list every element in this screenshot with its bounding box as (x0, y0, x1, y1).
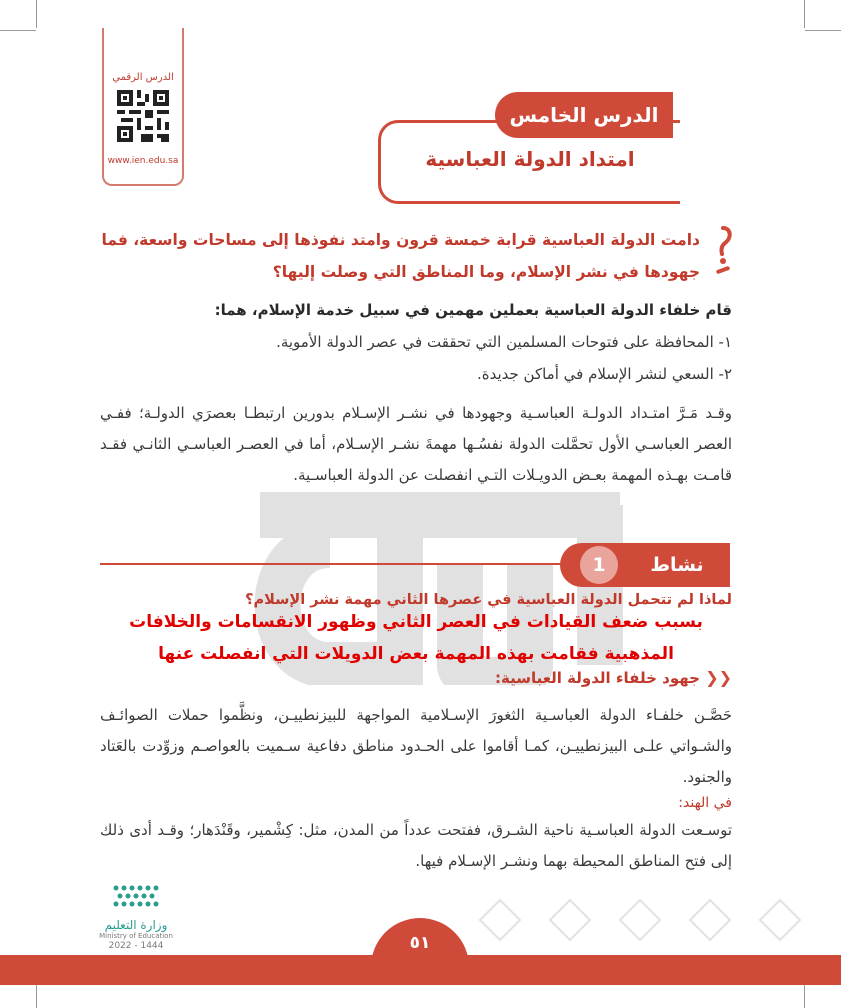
section-heading-text: جهود خلفاء الدولة العباسية: (494, 669, 700, 687)
digital-lesson-label: الدرس الرقمي (112, 72, 174, 83)
lesson-number-banner: الدرس الخامس (495, 92, 673, 138)
question-mark-icon (712, 226, 734, 280)
qr-code-icon[interactable] (117, 90, 169, 142)
india-paragraph: توسـعت الدولة العباسـية ناحية الشـرق، ففتحت عدداً من المدن، مثل: كِشْمير، وقَنْدَهار؛ وقـد أدى ذلك إلى فتح المناطق المحيطة بهما ونشـر الإسـلام فيها. (100, 821, 732, 870)
activity-label: نشاط (650, 554, 704, 576)
double-chevron-icon: ❮❮ (705, 668, 732, 687)
ministry-name: وزارة التعليم (104, 918, 168, 932)
crop-mark (805, 30, 841, 31)
crop-mark (804, 0, 805, 28)
india-heading: في الهند: (678, 795, 732, 811)
section-heading (380, 668, 732, 687)
ministry-name-en: Ministry of Education (99, 932, 173, 940)
intro-question-line2: جهودها في نشر الإسلام، وما المناطق التي وصلت إليها؟ (272, 263, 700, 281)
body-lead (100, 295, 732, 326)
page-number: ٥١ (371, 918, 469, 968)
activity-number: 1 (580, 546, 618, 584)
lesson-title: امتداد الدولة العباسية (425, 147, 635, 171)
crop-mark (0, 30, 36, 31)
list-item-1: ١- المحافظة على فتوحات المسلمين التي تحققت في عصر الدولة الأموية. (276, 333, 732, 351)
crop-mark (36, 0, 37, 28)
ministry-logo (96, 880, 176, 950)
edition-year: 2022 - 1444 (108, 941, 164, 951)
body-lead-text: قام خلفاء الدولة العباسية بعملين مهمين في سبيل خدمة الإسلام، هما: (214, 301, 732, 319)
list-item-2: ٢- السعي لنشر الإسلام في أماكن جديدة. (476, 365, 732, 383)
intro-question-line1: دامت الدولة العباسية قرابة خمسة قرون وامتد نفوذها إلى مساحات واسعة، فما (101, 231, 700, 249)
ministry-emblem-icon (96, 880, 176, 916)
activity-banner (560, 543, 730, 587)
activity-question: لماذا لم تتحمل الدولة العباسية في عصرها الثاني مهمة نشر الإسلام؟ (245, 592, 732, 608)
footer-pattern (460, 880, 810, 950)
digital-lesson-url[interactable]: www.ien.edu.sa (107, 156, 179, 166)
intro-question (100, 224, 700, 288)
activity-answer-line1[interactable]: بسبب ضعف القيادات في العصر الثاني وظهور الانقسامات والخلافات (129, 612, 703, 632)
body-paragraph: وقـد مَـرَّ امتـداد الدولـة العباسـية وجهودها في نشـر الإسـلام بدورين ارتبطـا بعصرَي الدولـة؛ ففـي العصر العباسـي الأول تحمَّلت الدولة نفسُـها مهمةَ نشـر الإسـلام، أما في العصـر العباسـي الثانـي فقـد قامـت بهـذه المهمة بعـض الدويـلات التـي انفصلت عن الدولة العباسـية. (100, 404, 732, 484)
section-paragraph: حَصَّـن خلفـاء الدولة العباسـية الثغورَ الإسـلامية المواجهة للبيزنطييـن، ونظَّموا حملات الصوائـف والشـواتي علـى البيزنطييـن، كمـا أقاموا على الحـدود مناطق دفاعية سـميت بالعواصـم وزوِّدت بالعَتاد والجنود. (100, 706, 732, 786)
digital-lesson-card[interactable] (102, 28, 184, 186)
activity-answer-line2[interactable]: المذهبية فقامت بهذه المهمة بعض الدويلات التي انفصلت عنها (158, 644, 674, 664)
activity-divider (100, 563, 570, 565)
